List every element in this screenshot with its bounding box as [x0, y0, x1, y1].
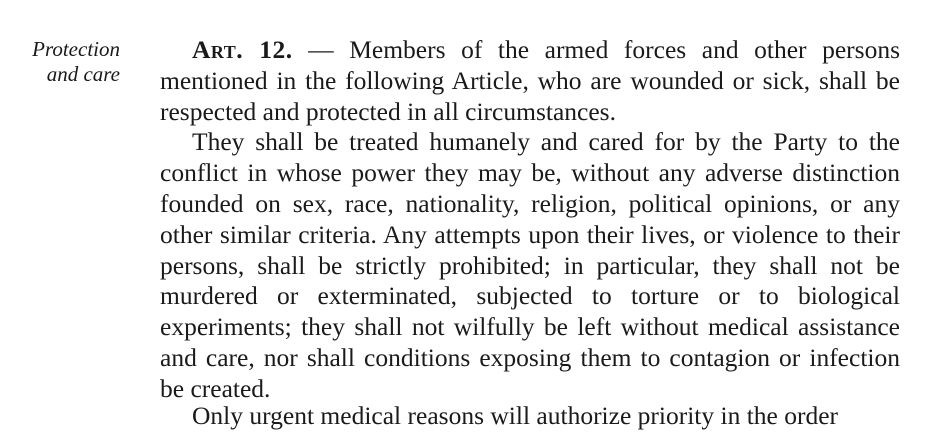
article-body — [160, 35, 900, 405]
article-paragraph-3-partial: Only urgent medical reasons will authorize priority in the order — [192, 401, 839, 430]
article-paragraph-1 — [160, 35, 900, 127]
article-paragraph-1-text: Members of the armed forces and other persons mentioned in the following Article, who are wounded or sick, shall be respected and protected in all circumstances. — [160, 35, 900, 126]
article-paragraph-2: They shall be treated humanely and cared for by the Party to the conflict in whose power they may be, without any adverse distinction founded on sex, race, nationality, religion, political opinions, or any other similar criteria. Any attempts upon their lives, or violence to their persons, shall be strictly prohibited; in particular, they shall not be murdered or exterminated, subjected to torture or to biological experiments; they shall not wilfully be left without medical assistance and care, nor shall conditions exposing them to contagion or infection be created. — [160, 127, 900, 403]
article-label: Art. 12. — [192, 35, 293, 64]
margin-note-line-2: and care — [46, 62, 120, 86]
article-dash: — — [292, 35, 350, 64]
margin-note-line-1: Protection — [32, 37, 120, 61]
margin-note — [0, 37, 120, 87]
